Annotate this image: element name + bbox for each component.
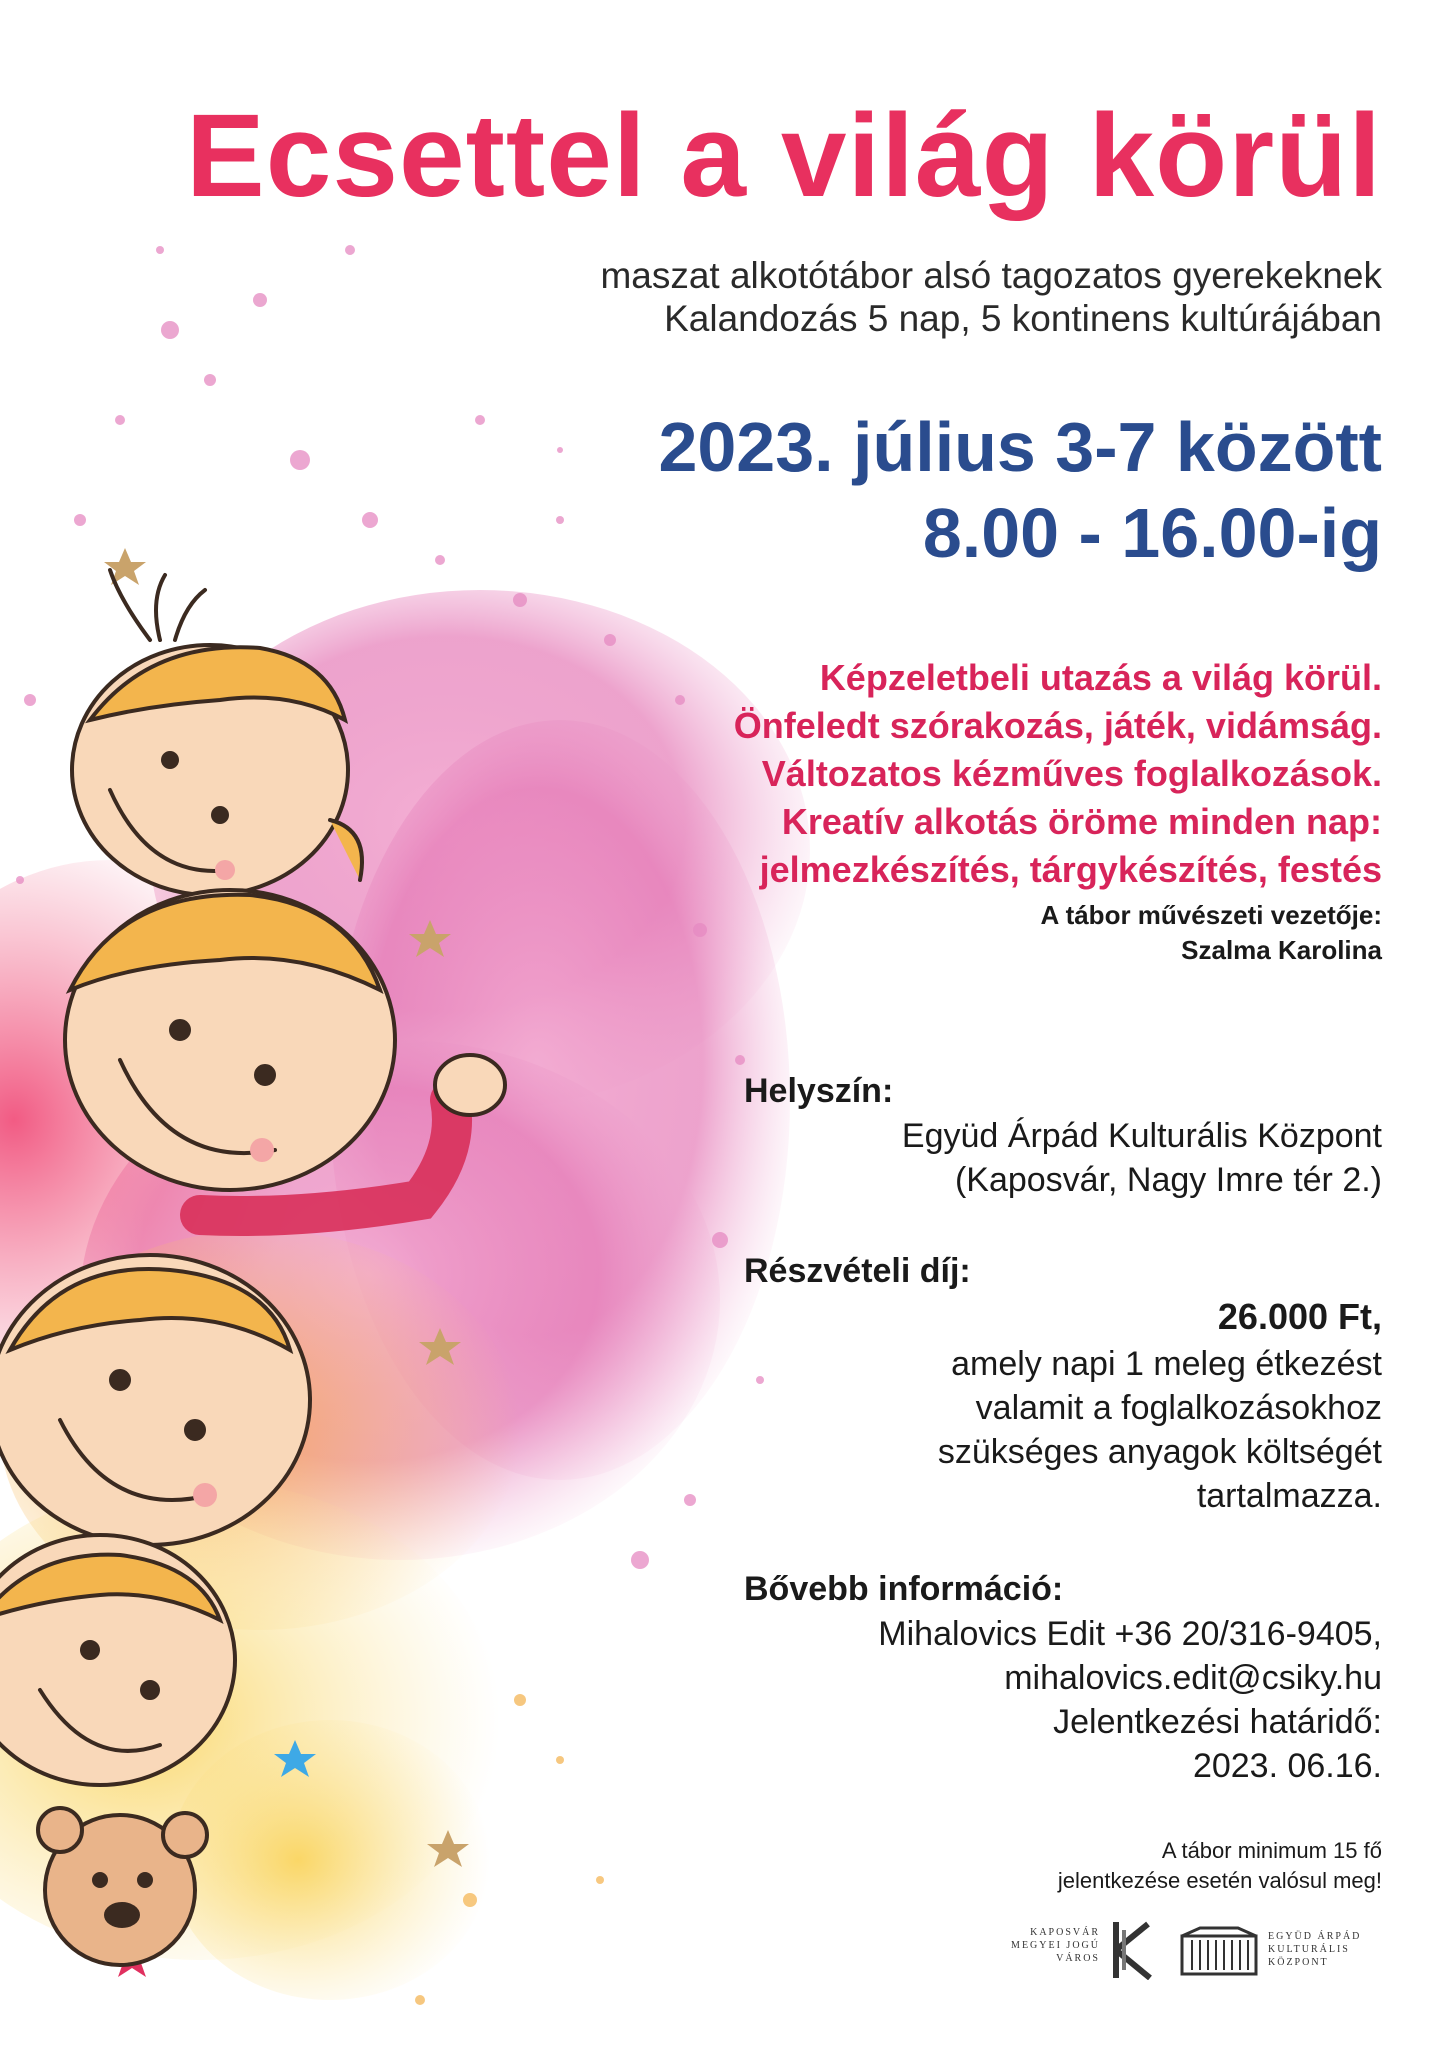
location-label: Helyszín: bbox=[744, 1072, 894, 1110]
fee-amount: 26.000 Ft, bbox=[1217, 1296, 1382, 1337]
time-range: 8.00 - 16.00-ig bbox=[922, 494, 1382, 572]
fee-line-3: szükséges anyagok költségét bbox=[937, 1433, 1382, 1471]
info-contact: Mihalovics Edit +36 20/316-9405, bbox=[878, 1615, 1382, 1653]
fee-line-1: amely napi 1 meleg étkezést bbox=[951, 1345, 1382, 1383]
info-deadline-date: 2023. 06.16. bbox=[1192, 1747, 1382, 1785]
minimum-note-line-2: jelentkezése esetén valósul meg! bbox=[1057, 1868, 1382, 1893]
info-label: Bővebb információ: bbox=[744, 1570, 1064, 1608]
subtitle-line-1: maszat alkotótábor alsó tagozatos gyerekeknek bbox=[600, 255, 1382, 296]
poster-title: Ecsettel a világ körül bbox=[186, 90, 1382, 222]
egyud-logo bbox=[1180, 1924, 1390, 1980]
kaposvar-k-icon bbox=[1108, 1920, 1158, 1980]
info-deadline-label: Jelentkezési határidő: bbox=[1053, 1703, 1382, 1741]
fee-label: Részvételi díj: bbox=[744, 1252, 971, 1290]
feature-line-3: Változatos kézműves foglalkozások. bbox=[761, 753, 1382, 794]
director-label: A tábor művészeti vezetője: bbox=[1040, 900, 1382, 930]
feature-line-2: Önfeledt szórakozás, játék, vidámság. bbox=[733, 705, 1382, 746]
kaposvar-logo bbox=[1000, 1920, 1160, 1980]
location-line-2: (Kaposvár, Nagy Imre tér 2.) bbox=[954, 1161, 1382, 1199]
minimum-note-line-1: A tábor minimum 15 fő bbox=[1161, 1838, 1382, 1863]
egyud-logo-line-2: KULTURÁLIS bbox=[1268, 1944, 1350, 1955]
feature-line-1: Képzeletbeli utazás a világ körül. bbox=[819, 657, 1382, 698]
kaposvar-logo-line-2: MEGYEI JOGÚ bbox=[1011, 1940, 1100, 1951]
feature-line-4: Kreatív alkotás öröme minden nap: bbox=[781, 801, 1382, 842]
egyud-logo-line-3: KÖZPONT bbox=[1268, 1957, 1329, 1968]
director-name: Szalma Karolina bbox=[1181, 935, 1382, 965]
fee-line-2: valamit a foglalkozásokhoz bbox=[975, 1389, 1382, 1427]
kaposvar-logo-line-3: VÁROS bbox=[1056, 1953, 1100, 1964]
date-range: 2023. július 3-7 között bbox=[658, 408, 1382, 486]
info-email: mihalovics.edit@csiky.hu bbox=[1004, 1659, 1382, 1697]
subtitle-line-2: Kalandozás 5 nap, 5 kontinens kultúrájában bbox=[664, 298, 1382, 339]
feature-line-5: jelmezkészítés, tárgykészítés, festés bbox=[759, 849, 1382, 890]
kaposvar-logo-line-1: KAPOSVÁR bbox=[1030, 1927, 1100, 1938]
egyud-logo-line-1: EGYÜD ÁRPÁD bbox=[1268, 1931, 1362, 1942]
location-line-1: Együd Árpád Kulturális Központ bbox=[901, 1117, 1382, 1155]
fee-line-4: tartalmazza. bbox=[1196, 1477, 1382, 1515]
building-icon bbox=[1180, 1926, 1258, 1976]
